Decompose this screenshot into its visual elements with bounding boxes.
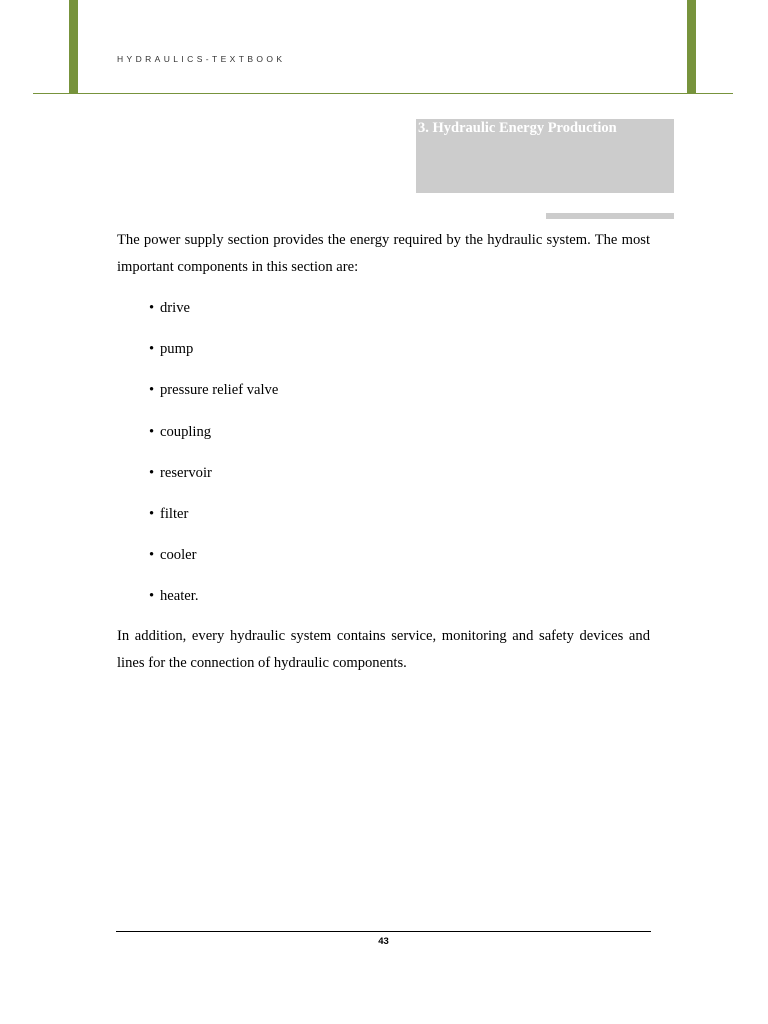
component-list (149, 295, 278, 625)
bullet-icon: • (149, 382, 155, 399)
bullet-icon: • (149, 341, 155, 358)
running-header: HYDRAULICS-TEXTBOOK (117, 54, 286, 64)
footer-rule (116, 931, 651, 932)
chapter-underbar (546, 213, 674, 219)
closing-paragraph: In addition, every hydraulic system contains service, monitoring and safety devices and lines for the connection of hydraulic components. (117, 628, 650, 671)
list-item-text: heater. (160, 588, 199, 605)
list-item (149, 336, 278, 377)
chapter-heading-box (416, 119, 674, 193)
list-item (149, 501, 278, 542)
list-item-text: pressure relief valve (160, 382, 279, 399)
intro-paragraph: The power supply section provides the energy required by the hydraulic system. The most important components in this section are: (117, 232, 650, 275)
bullet-icon: • (149, 547, 155, 564)
list-item-text: cooler (160, 547, 197, 564)
chapter-title: 3. Hydraulic Energy Production (418, 120, 617, 136)
bullet-icon: • (149, 300, 155, 316)
bullet-icon: • (149, 423, 155, 440)
header-rule (33, 93, 733, 94)
bullet-icon: • (149, 588, 155, 605)
list-item (149, 419, 278, 460)
list-item (149, 295, 278, 336)
list-item-text: drive (160, 300, 190, 316)
bullet-icon: • (149, 505, 155, 522)
list-item-text: pump (160, 341, 194, 358)
list-item-text: coupling (160, 423, 212, 440)
bullet-icon: • (149, 464, 155, 481)
list-item (149, 583, 278, 624)
list-item-text: reservoir (160, 464, 212, 481)
list-item-text: filter (160, 505, 189, 522)
list-item (149, 542, 278, 583)
list-item (149, 377, 278, 418)
page-number: 43 (378, 936, 389, 947)
list-item (149, 460, 278, 501)
header-accent-bar-left (69, 0, 78, 93)
header-accent-bar-right (687, 0, 696, 93)
